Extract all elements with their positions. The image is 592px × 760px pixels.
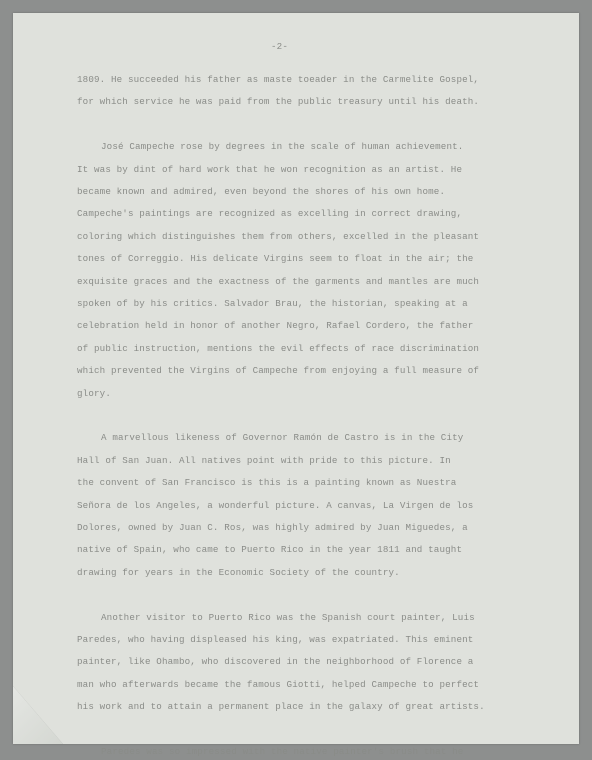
text-line: celebration held in honor of another Negro, Rafael Cordero, the father (77, 320, 474, 331)
text-line: A marvellous likeness of Governor Ramón de Castro is in the City (101, 432, 464, 443)
text-line: drawing for years in the Economic Society of the country. (77, 567, 400, 578)
text-line: his work and to attain a permanent place in the galaxy of great artists. (77, 701, 485, 712)
text-line: Hall of San Juan. All natives point with pride to this picture. In (77, 455, 451, 466)
text-line: glory. (77, 388, 111, 399)
text-line: Dolores, owned by Juan C. Ros, was highly admired by Juan Miguedes, a (77, 522, 468, 533)
page-number: -2- (271, 41, 288, 52)
text-line: It was by dint of hard work that he won recognition as an artist. He (77, 164, 463, 175)
text-line: Paredes was so impressed with the native painter's brush that he (101, 746, 464, 757)
text-line: coloring which distinguishes them from others, excelled in the pleasant (77, 231, 480, 242)
text-line: painter, like Ohambo, who discovered in the neighborhood of Florence a (77, 656, 474, 667)
text-line: man who afterwards became the famous Giotti, helped Campeche to perfect (77, 679, 480, 690)
text-line: 1809. He succeeded his father as maste toeader in the Carmelite Gospel, (77, 74, 480, 85)
text-line: which prevented the Virgins of Campeche from enjoying a full measure of (77, 365, 480, 376)
typewritten-text (13, 13, 579, 757)
text-line: for which service he was paid from the public treasury until his death. (77, 96, 480, 107)
text-line: José Campeche rose by degrees in the scale of human achievement. (101, 141, 464, 152)
text-line: Paredes, who having displeased his king, was expatriated. This eminent (77, 634, 474, 645)
text-line: Señora de los Angeles, a wonderful picture. A canvas, La Virgen de los (77, 500, 474, 511)
text-line: Another visitor to Puerto Rico was the Spanish court painter, Luis (101, 612, 475, 623)
text-line: exquisite graces and the exactness of the garments and mantles are much (77, 276, 480, 287)
text-line: native of Spain, who came to Puerto Rico in the year 1811 and taught (77, 544, 463, 555)
document-page (13, 13, 579, 757)
text-line: of public instruction, mentions the evil effects of race discrimination (77, 343, 480, 354)
text-line: Campeche's paintings are recognized as excelling in correct drawing, (77, 208, 463, 219)
text-line: spoken of by his critics. Salvador Brau, the historian, speaking at a (77, 298, 468, 309)
text-line: tones of Correggio. His delicate Virgins seem to float in the air; the (77, 253, 474, 264)
text-line: the convent of San Francisco is this is a painting known as Nuestra (77, 477, 457, 488)
text-line: became known and admired, even beyond the shores of his own home. (77, 186, 446, 197)
